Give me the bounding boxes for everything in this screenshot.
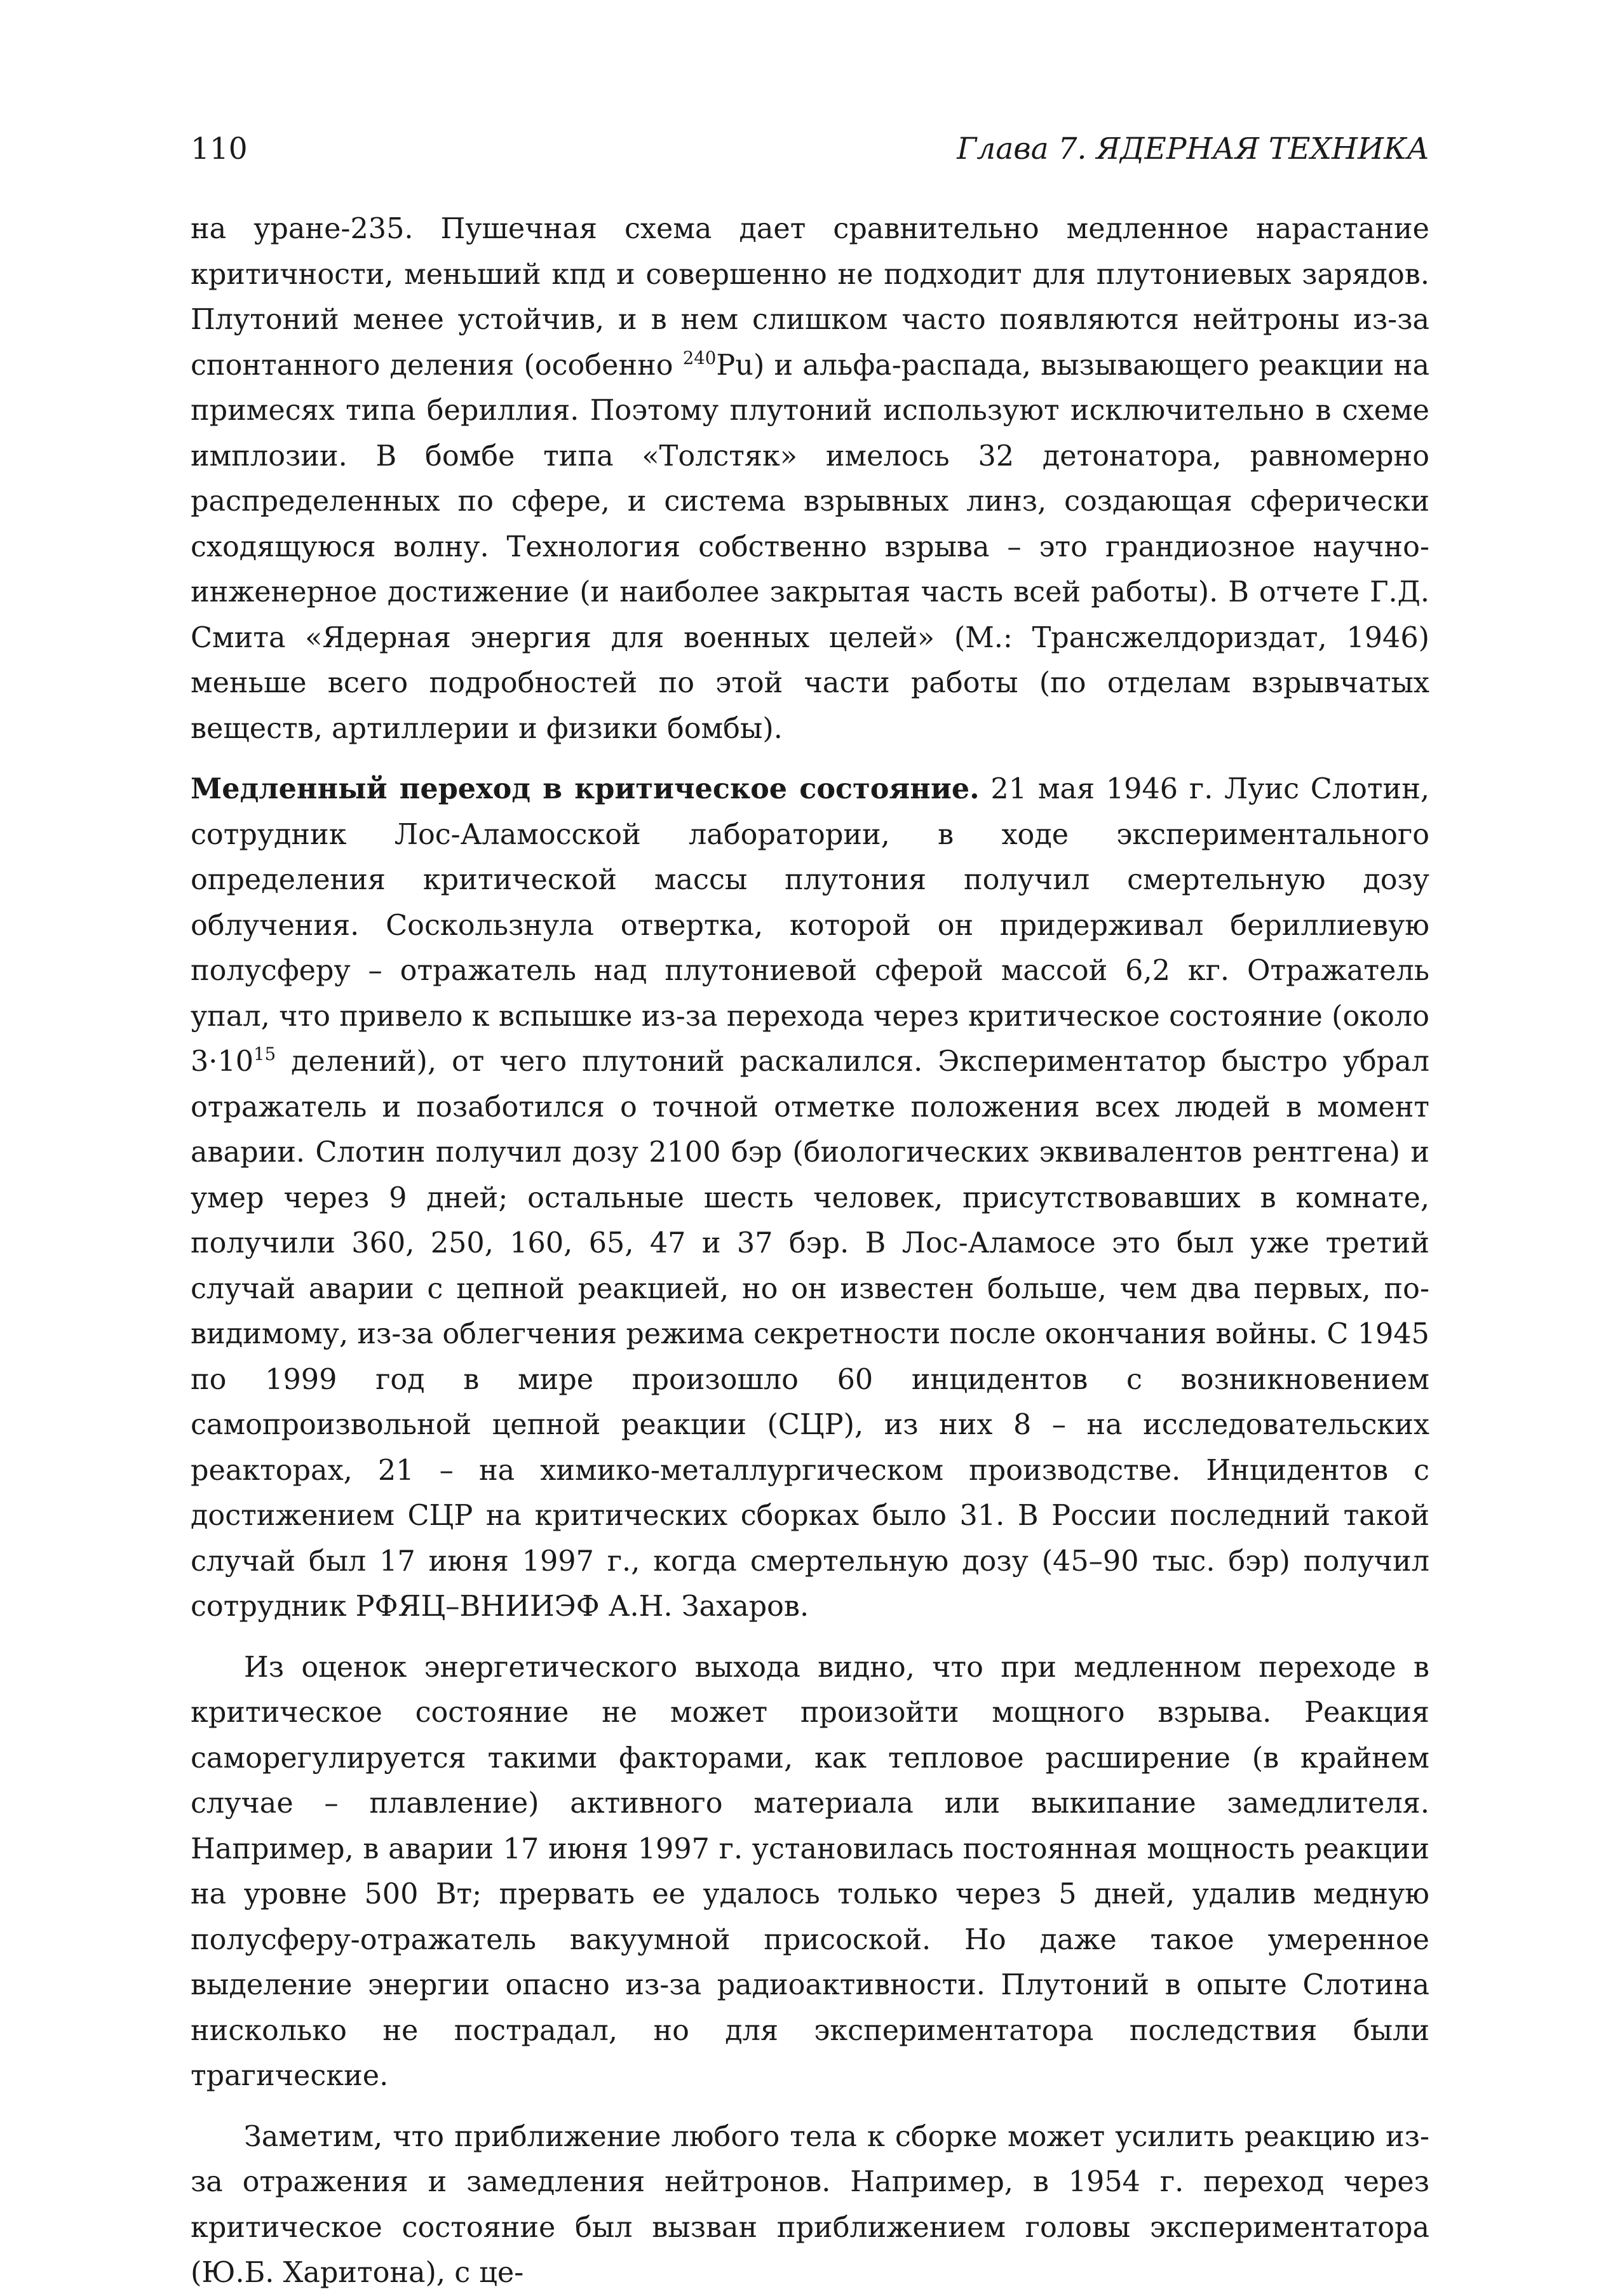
paragraph-2-text-b: делений), от чего плутоний раскалился. Экспериментатор быстро убрал отражатель и позаботился о точной отметке положения всех людей в момент аварии. Слотин получил дозу 2100 бэр (биологических эквивалентов рентгена) и умер через 9 дней; остальные шесть человек, присутствовавших в комнате, получили 360, 250, 160, 65, 47 и 37 бэр. В Лос-Аламосе это был уже третий случай аварии с цепной реакцией, но он известен больше, чем два первых, по-видимому, из-за облегчения режима секретности после окончания войны. С 1945 по 1999 год в мире произошло 60 инцидентов с возникновением самопроизвольной цепной реакции (СЦР), из них 8 – на исследовательских реакторах, 21 – на химико-металлургическом производстве. Инцидентов с достижением СЦР на критических сборках было 31. В России последний такой случай был 17 июня 1997 г., когда смертельную дозу (45–90 тыс. бэр) получил сотрудник РФЯЦ–ВНИИЭФ А.Н. Захаров. [191, 1045, 1429, 1623]
paragraph-3: Из оценок энергетического выхода видно, что при медленном переходе в критическое состояние не может произойти мощного взрыва. Реакция саморегулируется такими факторами, как тепловое расширение (в крайнем случае – плавление) активного материала или выкипание замедлителя. Например, в аварии 17 июня 1997 г. установилась постоянная мощность реакции на уровне 500 Вт; прервать ее удалось только через 5 дней, удалив медную полусферу-отражатель вакуумной присоской. Но даже такое умеренное выделение энергии опасно из-за радиоактивности. Плутоний в опыте Слотина нисколько не пострадал, но для экспериментатора последствия были трагические. [191, 1651, 1429, 2092]
running-head [191, 130, 1429, 168]
paragraph-4: Заметим, что приближение любого тела к сборке может усилить реакцию из-за отражения и замедления нейтронов. Например, в 1954 г. переход через критическое состояние был вызван приближением головы экспериментатора (Ю.Б. Харитона), с це- [191, 2120, 1429, 2289]
paragraph-2 [191, 767, 1429, 1630]
paragraph-1-text-b: Pu) и альфа-распада, вызывающего реакции на примесях типа бериллия. Поэтому плутоний используют исключительно в схеме имплозии. В бомбе типа «Толстяк» имелось 32 детонатора, равномерно распределенных по сфере, и система взрывных линз, создающая сферически сходящуюся волну. Технология собственно взрыва – это грандиозное научно-инженерное достижение (и наиболее закрытая часть всей работы). В отчете Г.Д. Смита «Ядерная энергия для военных целей» (М.: Трансжелдориздат, 1946) меньше всего подробностей по этой части работы (по отделам взрывчатых веществ, артиллерии и физики бомбы). [191, 349, 1429, 745]
page-number: 110 [191, 131, 248, 166]
exponent: 15 [253, 1043, 276, 1064]
section-heading: Медленный переход в критическое состояние. [191, 772, 980, 805]
paragraph-1 [191, 206, 1429, 751]
page [191, 130, 1429, 2296]
paragraph-2-text-a: 21 мая 1946 г. Луис Слотин, сотрудник Лос-Аламосской лаборатории, в ходе экспериментального определения критической массы плутония получил смертельную дозу облучения. Соскользнула отвертка, которой он придерживал бериллиевую полусферу – отражатель над плутониевой сферой массой 6,2 кг. Отражатель упал, что привело к вспышке из-за перехода через критическое состояние (около 3·10 [191, 773, 1429, 1078]
isotope-mass-number: 240 [682, 347, 717, 368]
paragraph-1-text-a: на уране-235. Пушечная схема дает сравнительно медленное нарастание критичности, меньший кпд и совершенно не подходит для плутониевых зарядов. Плутоний менее устойчив, и в нем слишком часто появляются нейтроны из-за спонтанного деления (особенно [191, 213, 1429, 382]
body-text [191, 206, 1429, 2296]
chapter-title: Глава 7. ЯДЕРНАЯ ТЕХНИКА [957, 131, 1429, 166]
